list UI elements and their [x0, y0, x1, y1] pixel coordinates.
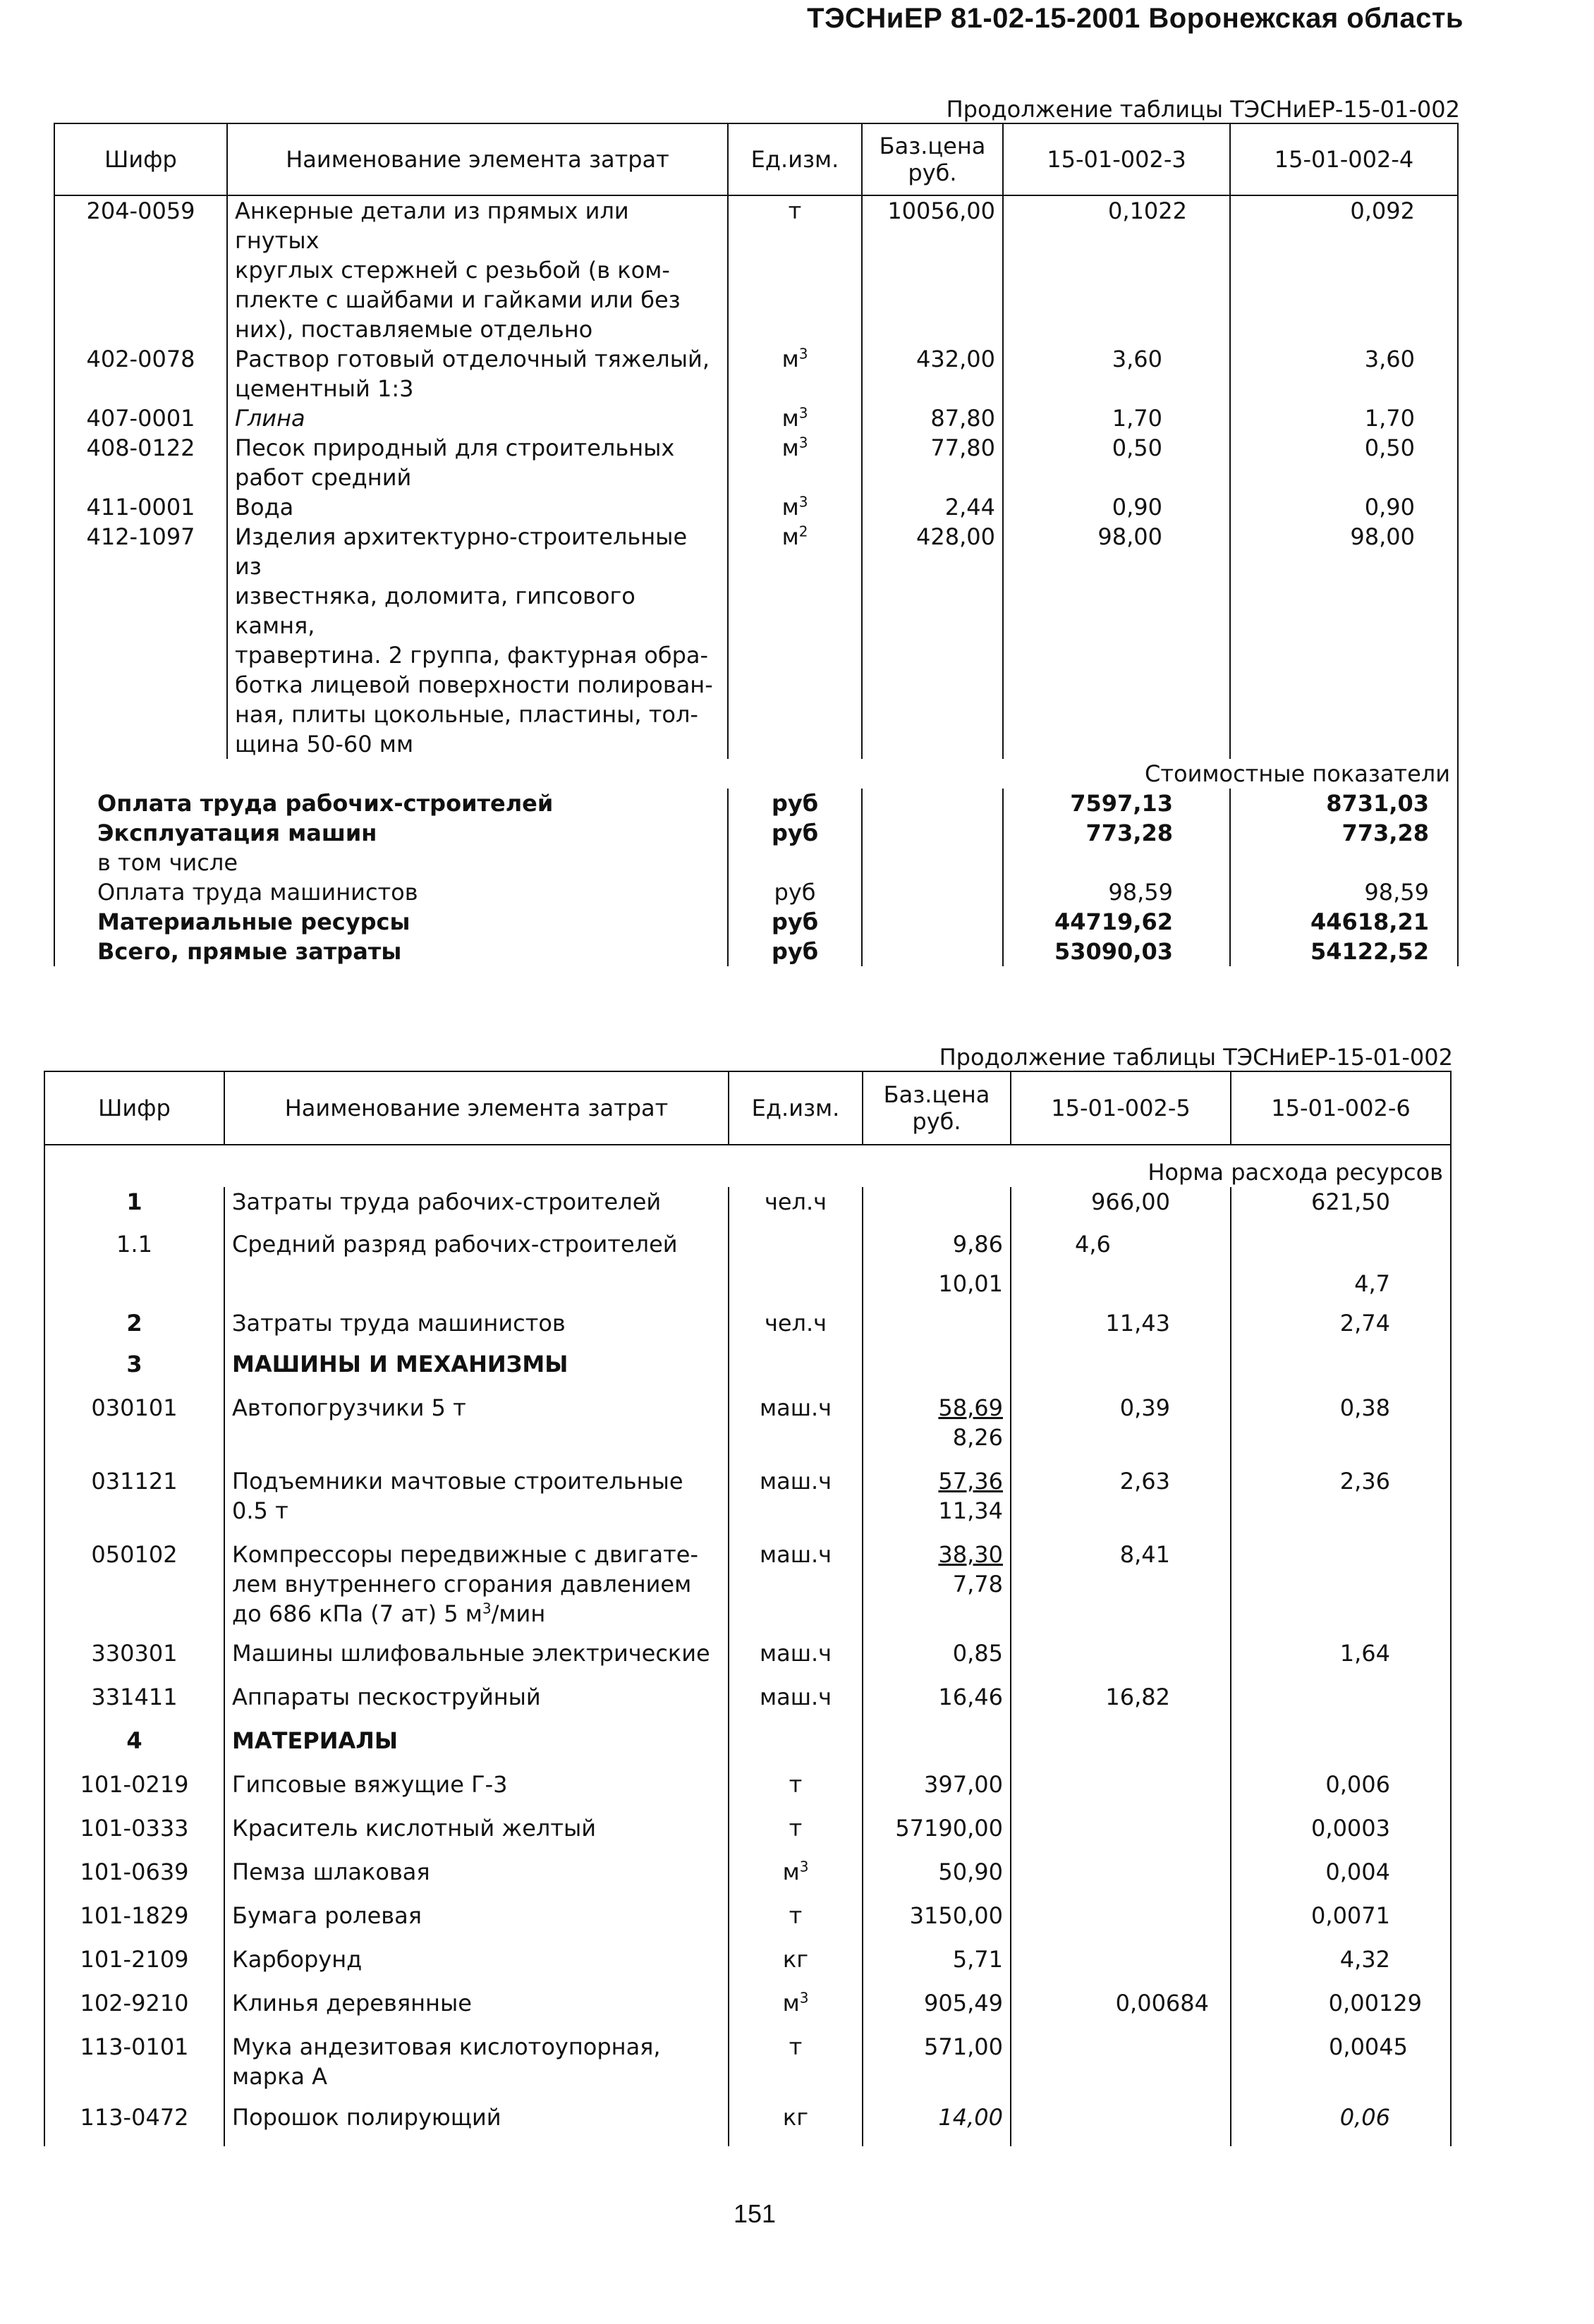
- col-header-v1: 15-01-002-3: [1003, 123, 1230, 195]
- cost-value-2: 98,59: [1230, 877, 1458, 907]
- row-price: 38,30 7,78: [863, 1540, 1011, 1638]
- row-price: 77,80: [862, 433, 1003, 492]
- table-row: [44, 1466, 1451, 1540]
- row-code: 101-1829: [44, 1901, 224, 1945]
- row-value-1: 11,43: [1011, 1308, 1231, 1349]
- row-code: 408-0122: [54, 433, 227, 492]
- table-row: [44, 1857, 1451, 1901]
- row-unit: $м^2$: [781, 523, 808, 550]
- table2-header-row: [44, 1071, 1451, 1145]
- row-name: Автопогрузчики 5 т: [224, 1393, 729, 1466]
- table-row: [54, 195, 1458, 344]
- col-header-unit: Ед.изм.: [729, 1071, 863, 1145]
- row-price: 10,01: [863, 1269, 1011, 1308]
- row-price: 58,69 8,26: [863, 1393, 1011, 1466]
- row-value-1: 98,00: [1003, 522, 1230, 759]
- col-header-price: Баз.цена руб.: [863, 1071, 1011, 1145]
- row-unit: маш.ч: [729, 1638, 863, 1682]
- row-name: Машины шлифовальные электрические: [224, 1638, 729, 1682]
- row-unit: маш.ч: [729, 1393, 863, 1466]
- row-code: 101-2109: [44, 1945, 224, 1988]
- table2-continuation: Продолжение таблицы ТЭСНиЕР-15-01-002: [939, 1044, 1453, 1071]
- section-title: МАТЕРИАЛЫ: [224, 1726, 729, 1770]
- table1: [54, 123, 1459, 966]
- cost-value-2: 773,28: [1230, 818, 1458, 848]
- row-value-1: 0,90: [1003, 492, 1230, 522]
- row-value-2: 4,7: [1231, 1269, 1451, 1308]
- cost-value-2: 54122,52: [1230, 937, 1458, 966]
- row-code: 402-0078: [54, 344, 227, 403]
- row-name: Карборунд: [224, 1945, 729, 1988]
- col-header-code: Шифр: [44, 1071, 224, 1145]
- row-value-2: 0,38: [1231, 1393, 1451, 1466]
- table-row: [44, 1945, 1451, 1988]
- table-row: [44, 1269, 1451, 1308]
- row-price: 0,85: [863, 1638, 1011, 1682]
- row-value-2: 621,50: [1231, 1187, 1451, 1229]
- row-unit: маш.ч: [729, 1682, 863, 1726]
- row-name: Средний разряд рабочих-строителей: [224, 1229, 729, 1269]
- cost-label: Материальные ресурсы: [54, 907, 728, 937]
- table-row: [44, 2103, 1451, 2146]
- row-code: 330301: [44, 1638, 224, 1682]
- table1-continuation: Продолжение таблицы ТЭСНиЕР-15-01-002: [946, 96, 1460, 123]
- cost-value-2: 8731,03: [1230, 789, 1458, 818]
- row-unit: $м^3$: [781, 493, 808, 521]
- row-value-2: 0,006: [1231, 1770, 1451, 1813]
- row-value-2: 0,00129: [1231, 1988, 1451, 2032]
- row-value-2: 0,0071: [1231, 1901, 1451, 1945]
- table-row: [54, 492, 1458, 522]
- row-unit: $м^3$: [781, 434, 808, 461]
- section-row: [44, 1349, 1451, 1393]
- row-price: 9,86: [863, 1229, 1011, 1269]
- cost-value-1: 53090,03: [1003, 937, 1230, 966]
- row-value-1: 8,41: [1011, 1540, 1231, 1638]
- table-row: [54, 522, 1458, 759]
- table-row: [44, 1638, 1451, 1682]
- row-code: 204-0059: [54, 195, 227, 344]
- row-name: Гипсовые вяжущие Г-3: [224, 1770, 729, 1813]
- costs-label: Стоимостные показатели: [1003, 759, 1458, 789]
- cost-row: [54, 789, 1458, 818]
- cost-value-1: 44719,62: [1003, 907, 1230, 937]
- page-number: 151: [734, 2199, 777, 2228]
- row-code: 101-0219: [44, 1770, 224, 1813]
- row-name: Бумага ролевая: [224, 1901, 729, 1945]
- table-row: [44, 2032, 1451, 2103]
- row-code: 412-1097: [54, 522, 227, 759]
- row-name: Порошок полирующий: [224, 2103, 729, 2146]
- row-name: Затраты труда рабочих-строителей: [224, 1187, 729, 1229]
- row-unit: кг: [729, 2103, 863, 2146]
- row-value-1: 0,39: [1011, 1393, 1231, 1466]
- cost-label: в том числе: [54, 848, 728, 877]
- table-row: [44, 1682, 1451, 1726]
- row-value-2: 0,092: [1230, 195, 1458, 344]
- cost-value-1: 98,59: [1003, 877, 1230, 907]
- table-row: [54, 433, 1458, 492]
- cost-unit: руб: [771, 820, 819, 846]
- row-code: 1.1: [44, 1229, 224, 1269]
- table-row: [54, 403, 1458, 433]
- row-code: 331411: [44, 1682, 224, 1726]
- cost-label: Оплата труда машинистов: [54, 877, 728, 907]
- cost-label: Всего, прямые затраты: [54, 937, 728, 966]
- row-name: Раствор готовый отделочный тяжелый, цементный 1:3: [227, 344, 728, 403]
- row-code: 101-0333: [44, 1813, 224, 1857]
- row-name: Глина: [227, 403, 728, 433]
- table-row: [44, 1393, 1451, 1466]
- row-name: Вода: [227, 492, 728, 522]
- row-value-2: 2,36: [1231, 1466, 1451, 1540]
- row-price: 14,00: [863, 2103, 1011, 2146]
- row-name: Песок природный для строительных работ средний: [227, 433, 728, 492]
- col-header-v2: 15-01-002-4: [1230, 123, 1458, 195]
- cost-value-2: 44618,21: [1230, 907, 1458, 937]
- row-value-1: 0,00684: [1011, 1988, 1231, 2032]
- row-code: 407-0001: [54, 403, 227, 433]
- row-code: 3: [44, 1349, 224, 1393]
- row-unit: маш.ч: [729, 1540, 863, 1638]
- row-value-2: 1,70: [1230, 403, 1458, 433]
- table-row: [44, 1770, 1451, 1813]
- cost-value-1: 7597,13: [1003, 789, 1230, 818]
- row-value-2: 0,06: [1231, 2103, 1451, 2146]
- row-code: 113-0101: [44, 2032, 224, 2103]
- row-price: 432,00: [862, 344, 1003, 403]
- row-value-2: 0,50: [1230, 433, 1458, 492]
- row-value-2: 0,004: [1231, 1857, 1451, 1901]
- row-code: 411-0001: [54, 492, 227, 522]
- row-unit: т: [729, 2032, 863, 2103]
- row-unit: чел.ч: [729, 1187, 863, 1229]
- col-header-price: Баз.цена руб.: [862, 123, 1003, 195]
- row-value-1: 16,82: [1011, 1682, 1231, 1726]
- row-name: Анкерные детали из прямых или гнутых круглых стержней с резьбой (в ком- плекте с шайбами и гайками или без них), поставляемые отдельно: [227, 195, 728, 344]
- row-price: 16,46: [863, 1682, 1011, 1726]
- row-unit: т: [729, 1770, 863, 1813]
- row-value-2: 2,74: [1231, 1308, 1451, 1349]
- cost-unit: руб: [771, 790, 819, 817]
- col-header-v2: 15-01-002-6: [1231, 1071, 1451, 1145]
- row-price: 5,71: [863, 1945, 1011, 1988]
- row-code: 031121: [44, 1466, 224, 1540]
- table-row: [44, 1813, 1451, 1857]
- row-price: 2,44: [862, 492, 1003, 522]
- cost-row: [54, 848, 1458, 877]
- table-row: [44, 1187, 1451, 1229]
- table-row: [44, 1988, 1451, 2032]
- row-price: 50,90: [863, 1857, 1011, 1901]
- row-name: Мука андезитовая кислотоупорная, марка А: [224, 2032, 729, 2103]
- row-price: 57,36 11,34: [863, 1466, 1011, 1540]
- row-value-2: 0,90: [1230, 492, 1458, 522]
- row-code: 1: [44, 1187, 224, 1229]
- row-code: 050102: [44, 1540, 224, 1638]
- row-price: 428,00: [862, 522, 1003, 759]
- table-row: [44, 1229, 1451, 1269]
- cost-value-1: 773,28: [1003, 818, 1230, 848]
- row-price: 397,00: [863, 1770, 1011, 1813]
- cost-label: Оплата труда рабочих-строителей: [54, 789, 728, 818]
- cost-unit: руб: [774, 879, 816, 906]
- section-row: [44, 1726, 1451, 1770]
- row-name: Подъемники мачтовые строительные 0.5 т: [224, 1466, 729, 1540]
- row-value-2: 3,60: [1230, 344, 1458, 403]
- row-code: 101-0639: [44, 1857, 224, 1901]
- row-value-1: 966,00: [1011, 1187, 1231, 1229]
- row-value-1: 0,1022: [1003, 195, 1230, 344]
- row-code: 113-0472: [44, 2103, 224, 2146]
- cost-row: [54, 877, 1458, 907]
- col-header-name: Наименование элемента затрат: [227, 123, 728, 195]
- cost-row: [54, 818, 1458, 848]
- row-code: 030101: [44, 1393, 224, 1466]
- row-value-2: 4,32: [1231, 1945, 1451, 1988]
- row-name: Затраты труда машинистов: [224, 1308, 729, 1349]
- table2: [44, 1071, 1452, 2146]
- row-price: 905,49: [863, 1988, 1011, 2032]
- cost-unit: руб: [771, 938, 819, 965]
- col-header-name: Наименование элемента затрат: [224, 1071, 729, 1145]
- row-value-2: 0,0045: [1231, 2032, 1451, 2103]
- row-value-1: 2,63: [1011, 1466, 1231, 1540]
- col-header-v1: 15-01-002-5: [1011, 1071, 1231, 1145]
- row-price: 10056,00: [862, 195, 1003, 344]
- row-value-2: 98,00: [1230, 522, 1458, 759]
- cost-unit: руб: [771, 908, 819, 935]
- row-value-2: 1,64: [1231, 1638, 1451, 1682]
- row-code: 2: [44, 1308, 224, 1349]
- col-header-code: Шифр: [54, 123, 227, 195]
- norm-label-row: [44, 1145, 1451, 1187]
- row-price: 3150,00: [863, 1901, 1011, 1945]
- row-unit: $м^3$: [729, 1857, 863, 1901]
- row-code: 102-9210: [44, 1988, 224, 2032]
- row-unit: чел.ч: [729, 1308, 863, 1349]
- row-unit: $м^3$: [781, 345, 808, 372]
- col-header-unit: Ед.изм.: [728, 123, 862, 195]
- table-row: [44, 1308, 1451, 1349]
- row-unit: т: [729, 1813, 863, 1857]
- page-header: ТЭСНиЕР 81-02-15-2001 Воронежская область: [807, 3, 1464, 34]
- row-price: 57190,00: [863, 1813, 1011, 1857]
- row-name: Компрессоры передвижные с двигате- лем внутреннего сгорания давлением до 686 кПа (7 ат) 5 $м^3$/мин: [224, 1540, 729, 1638]
- row-name: Клинья деревянные: [224, 1988, 729, 2032]
- cost-label: Эксплуатация машин: [54, 818, 728, 848]
- norm-label: Норма расхода ресурсов: [1011, 1145, 1451, 1187]
- costs-label-row: [54, 759, 1458, 789]
- row-value-1: 3,60: [1003, 344, 1230, 403]
- row-name: Аппараты пескоструйный: [224, 1682, 729, 1726]
- row-unit: маш.ч: [729, 1466, 863, 1540]
- row-name: Краситель кислотный желтый: [224, 1813, 729, 1857]
- row-name: Пемза шлаковая: [224, 1857, 729, 1901]
- row-unit: т: [788, 197, 802, 224]
- table1-header-row: [54, 123, 1458, 195]
- row-unit: т: [729, 1901, 863, 1945]
- table-row: [54, 344, 1458, 403]
- table-row: [44, 1901, 1451, 1945]
- row-value-2: 0,0003: [1231, 1813, 1451, 1857]
- row-value-1: 0,50: [1003, 433, 1230, 492]
- section-title: МАШИНЫ И МЕХАНИЗМЫ: [224, 1349, 729, 1393]
- row-unit: $м^3$: [729, 1988, 863, 2032]
- row-price: 571,00: [863, 2032, 1011, 2103]
- row-unit: кг: [729, 1945, 863, 1988]
- table-row: [44, 1540, 1451, 1638]
- row-unit: $м^3$: [781, 404, 808, 432]
- row-price: 87,80: [862, 403, 1003, 433]
- cost-row: [54, 937, 1458, 966]
- cost-row: [54, 907, 1458, 937]
- row-value-1: 1,70: [1003, 403, 1230, 433]
- row-code: 4: [44, 1726, 224, 1770]
- row-name: Изделия архитектурно-строительные из известняка, доломита, гипсового камня, травертина. 2 группа, фактурная обра- ботка лицевой поверхности полирован- ная, плиты цокольные, пластины, тол- щина 50-60 мм: [227, 522, 728, 759]
- row-value-1: 4,6: [1011, 1229, 1231, 1269]
